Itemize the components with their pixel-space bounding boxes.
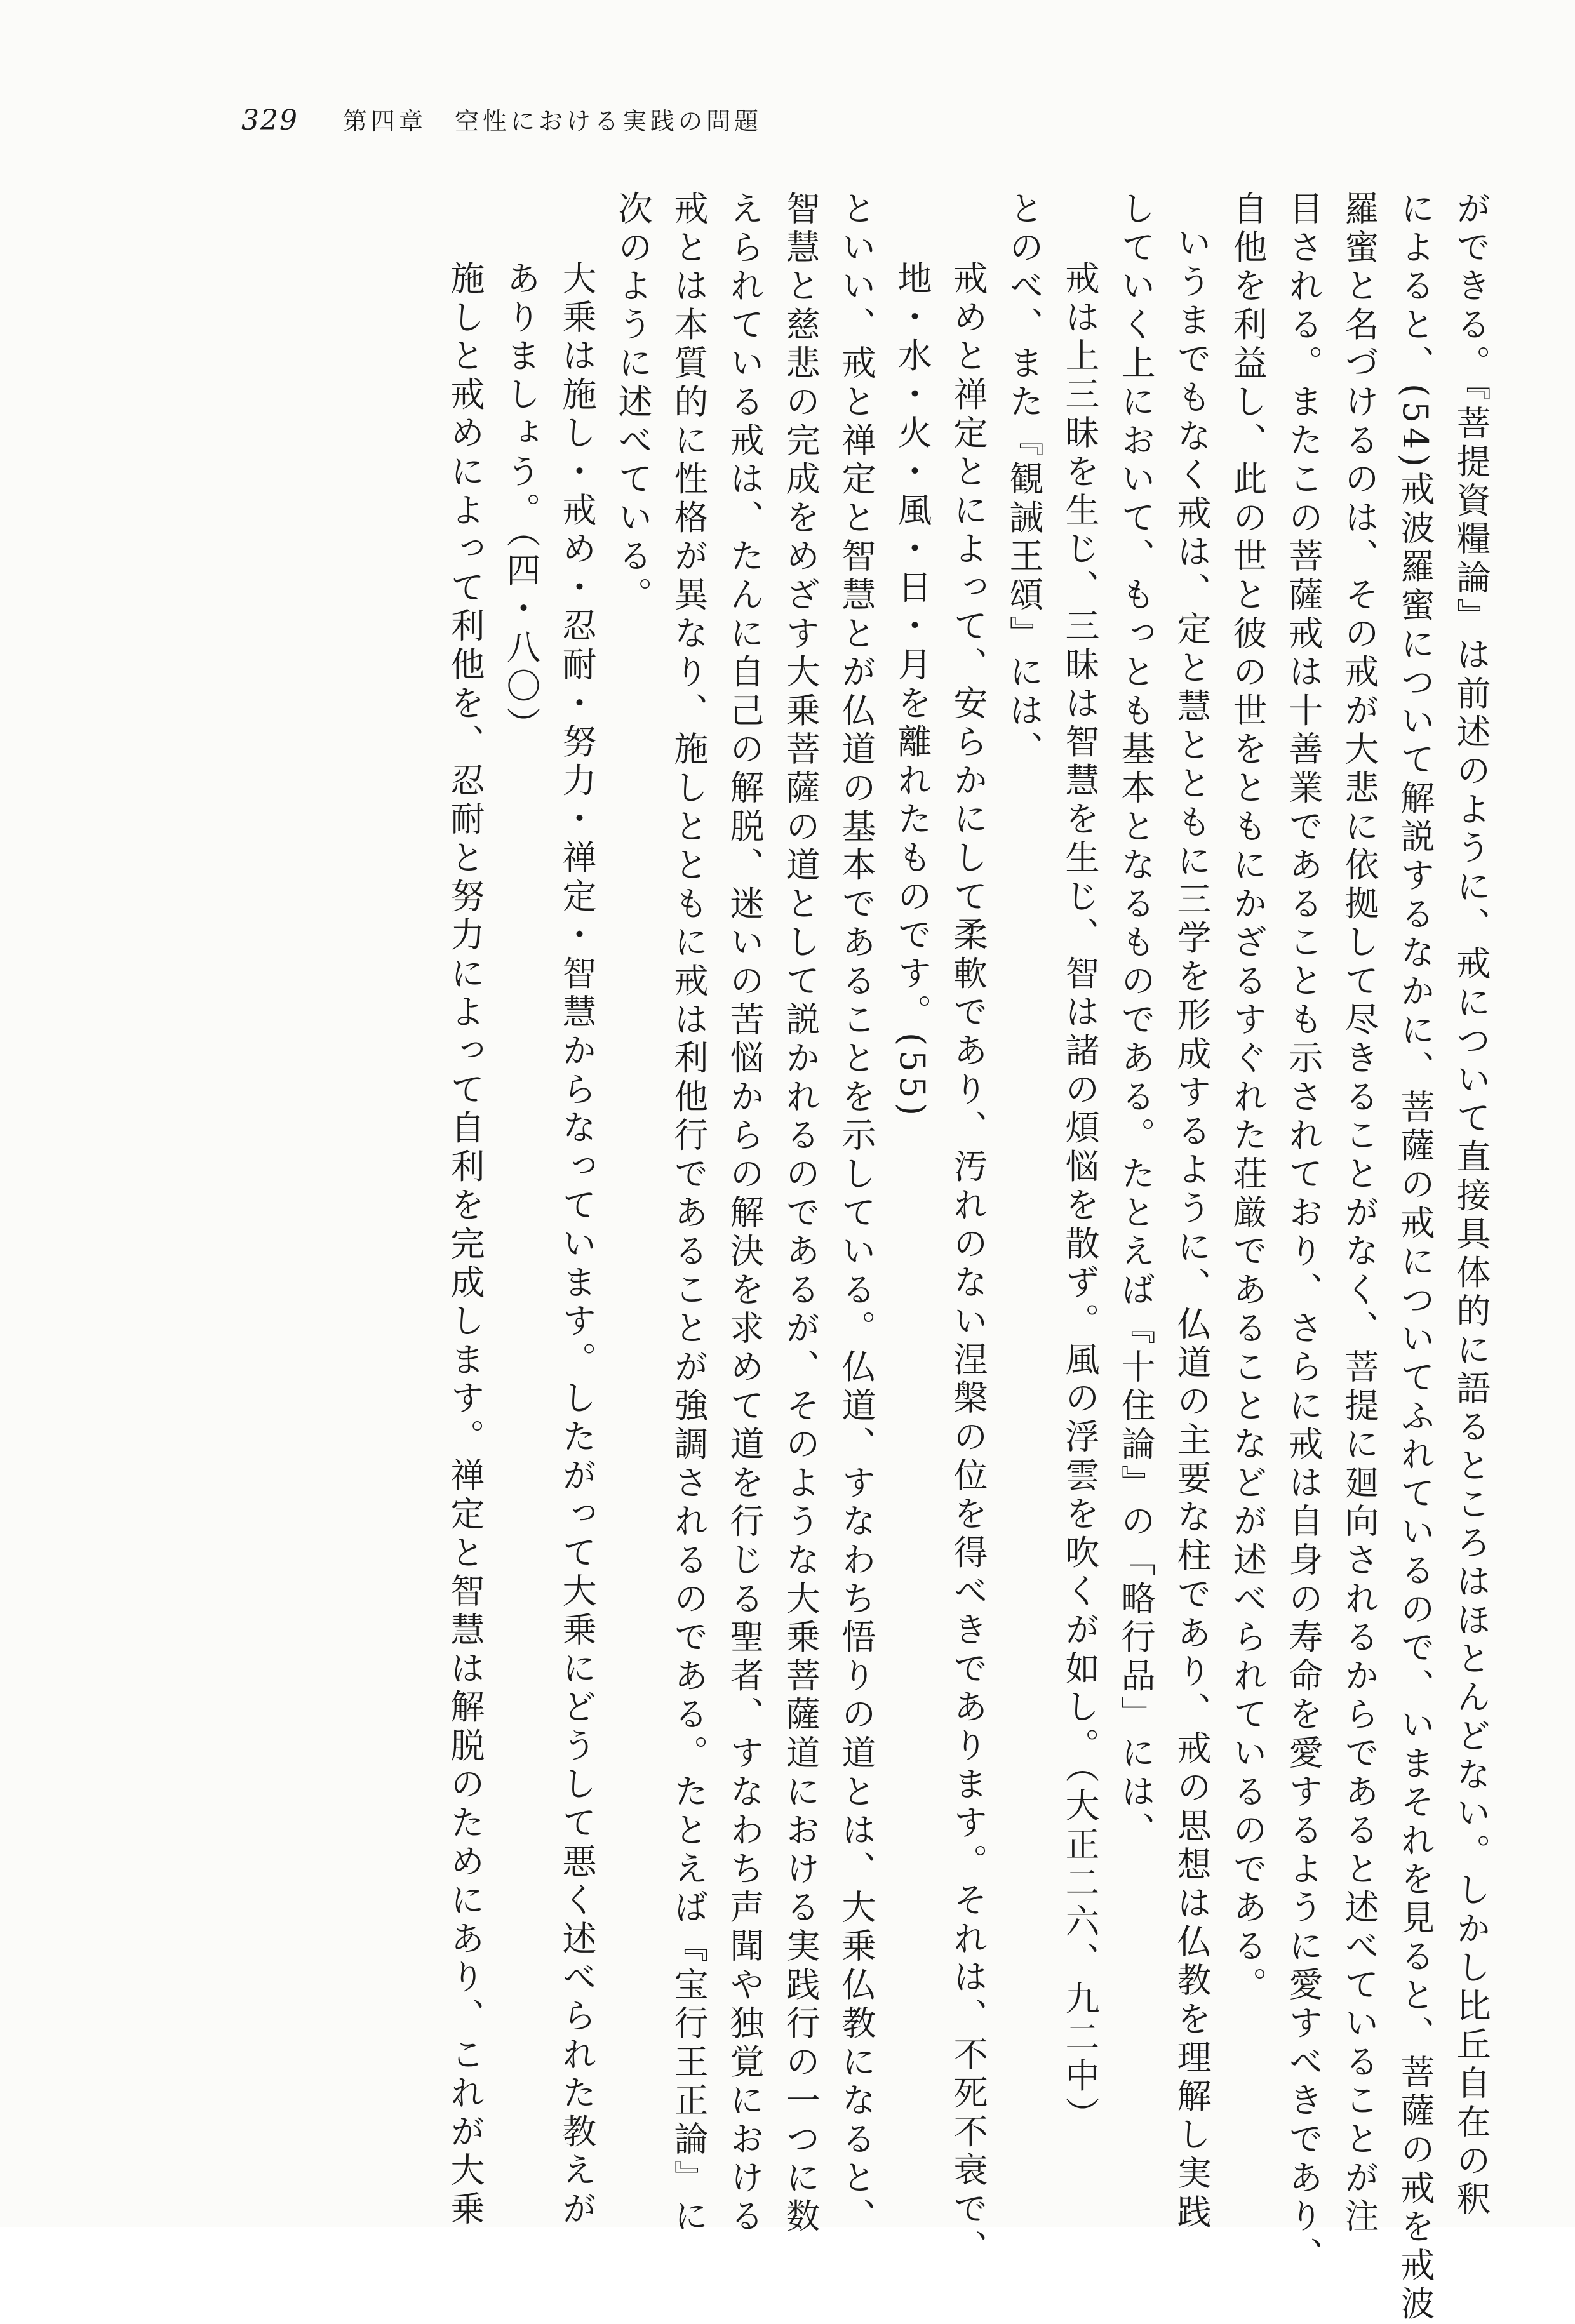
text-line: いうまでもなく戒は、定と慧とともに三学を形成するように、仏道の主要な柱であり、戒の思想は仏教を理解し実践 <box>1172 225 1212 2233</box>
text-line: ができる。『菩提資糧論』は前述のように、戒について直接具体的に語るところはほとんどない。しかし比丘自在の釈 <box>1451 190 1491 2220</box>
quote-line: 地・水・火・風・日・月を離れたものです。(55) <box>892 260 932 1121</box>
text-line: といい、戒と禅定と智慧とが仏道の基本であることを示している。仏道、すなわち悟りの道とは、大乗仏教になると、 <box>836 190 876 2237</box>
text-line: 戒とは本質的に性格が異なり、施しとともに戒は利他行であることが強調されるのである。たとえば『宝行王正論』に <box>669 190 709 2237</box>
text-line: 自他を利益し、此の世と彼の世をともにかざるすぐれた荘厳であることなどが述べられているのである。 <box>1228 190 1268 2005</box>
quote-line: 戒は上三昧を生じ、三昧は智慧を生じ、智は諸の煩悩を散ず。風の浮雲を吹くが如し。（大正二六、九二中） <box>1060 260 1100 2135</box>
quote-line: 施しと戒めによって利他を、忍耐と努力によって自利を完成します。禅定と智慧は解脱のためにあり、これが大乗 <box>445 260 485 2229</box>
text-line: 次のように述べている。 <box>613 190 653 615</box>
text-line: 羅蜜と名づけるのは、その戒が大悲に依拠して尽きることがなく、菩提に廻向されるからであると述べていることが注 <box>1339 190 1379 2237</box>
quote-line: ありましょう。（四・八〇） <box>501 260 541 745</box>
page-number: 329 <box>241 104 298 137</box>
text-line: によると、(54)戒波羅蜜について解説するなかに、菩薩の戒についてふれているので、いまそれを見ると、菩薩の戒を戒波 <box>1395 190 1435 2324</box>
vertical-body-text <box>437 190 1499 2324</box>
text-line: えられている戒は、たんに自己の解脱、迷いの苦悩からの解決を求めて道を行じる聖者、すなわち声聞や独覚における <box>725 190 765 2237</box>
quote-line: 戒めと禅定とによって、安らかにして柔軟であり、汚れのない涅槃の位を得べきであります。それは、不死不衰で、 <box>948 260 988 2268</box>
quote-line: 大乗は施し・戒め・忍耐・努力・禅定・智慧からなっています。したがって大乗にどうして悪く述べられた教えが <box>557 260 597 2229</box>
text-line: 智慧と慈悲の完成をめざす大乗菩薩の道として説かれるのであるが、そのような大乗菩薩道における実践行の一つに数 <box>781 190 821 2237</box>
text-line: 目される。またこの菩薩戒は十善業であることも示されており、さらに戒は自身の寿命を愛するように愛すべきであり、 <box>1283 190 1324 2276</box>
text-line: とのべ、また『観誡王頌』には、 <box>1004 190 1044 770</box>
text-line: していく上において、もっとも基本となるものである。たとえば『十住論』の「略行品」には、 <box>1116 190 1156 1851</box>
chapter-title: 第四章 空性における実践の問題 <box>342 107 762 135</box>
page-header <box>241 102 762 137</box>
